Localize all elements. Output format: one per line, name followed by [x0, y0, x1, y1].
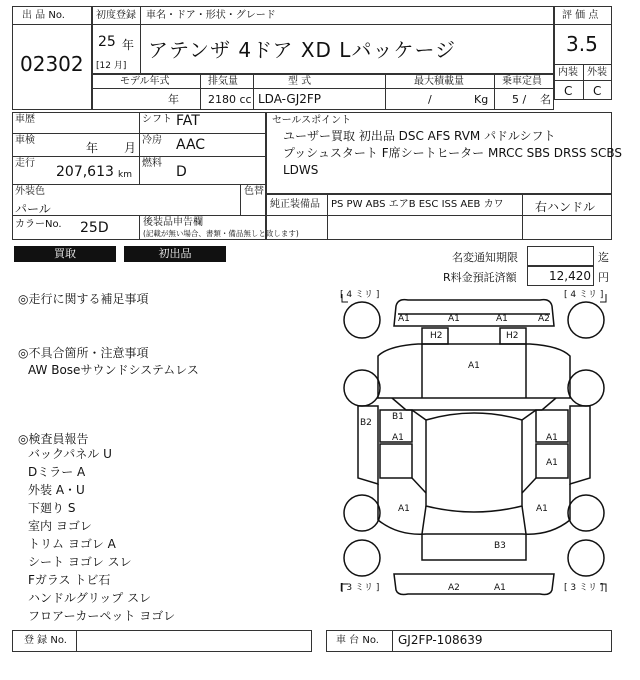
- lot-number: 02302: [20, 52, 84, 76]
- registration-year-unit: 年: [122, 38, 135, 52]
- model-type-value: LDA-GJ2FP: [258, 92, 322, 106]
- color-label: 外装色: [15, 186, 45, 197]
- car-name: アテンザ 4ドア XD Lパッケージ: [148, 38, 457, 62]
- inspector-item: 室内 ヨゴレ: [28, 519, 92, 533]
- registration-label: 登 録 No.: [24, 635, 67, 646]
- damage-mark: A1: [546, 433, 558, 443]
- inspector-item: トリム ヨゴレ A: [28, 537, 116, 551]
- damage-mark: B2: [360, 418, 372, 428]
- post-equip-label: 後装品申告欄: [143, 217, 203, 228]
- capacity-unit: 名: [540, 93, 551, 106]
- defect-text: AW Boseサウンドシステムレス: [28, 363, 199, 377]
- max-load-label: 最大積載量: [414, 76, 464, 87]
- ac-label: 冷房: [142, 135, 162, 146]
- mileage-unit: km: [118, 170, 132, 180]
- exterior-label: 外装: [587, 67, 607, 78]
- sales-line-3: LDWS: [283, 163, 319, 177]
- inspector-item: 下廻り S: [28, 501, 76, 515]
- damage-mark: A1: [448, 314, 460, 324]
- model-type-label: 型 式: [288, 76, 312, 87]
- interior-label: 内装: [558, 67, 578, 78]
- first-listing-tag: 初出品: [124, 246, 226, 262]
- chassis-value: GJ2FP-108639: [398, 633, 483, 647]
- capacity-value: 5 /: [512, 93, 527, 106]
- grade-label: 評 価 点: [562, 10, 599, 21]
- damage-mark: A1: [392, 433, 404, 443]
- inspection-month: 月: [124, 141, 137, 155]
- buy-tag: 買取: [14, 246, 116, 262]
- damage-mark: A1: [398, 314, 410, 324]
- model-year-unit: 年: [168, 93, 179, 106]
- damage-mark: A1: [496, 314, 508, 324]
- damage-mark: A1: [546, 458, 558, 468]
- first-registration-label: 初度登録: [96, 10, 136, 21]
- recycle-value: 12,420: [549, 269, 591, 283]
- genuine-label: 純正装備品: [270, 199, 320, 210]
- damage-mark: A1: [468, 361, 480, 371]
- displacement-label: 排気量: [208, 76, 238, 87]
- sales-line-2: プッシュスタート F席シートヒーター MRCC SBS DRSS SCBS: [283, 146, 622, 160]
- shift-label: シフト: [142, 114, 172, 125]
- capacity-label: 乗車定員: [502, 76, 542, 87]
- supplement-title: ◎走行に関する補足事項: [18, 292, 149, 306]
- recycle-unit: 円: [598, 271, 609, 284]
- inspector-title: ◎検査員報告: [18, 432, 89, 446]
- displacement-value: 2180 cc: [208, 93, 252, 106]
- inspection-year: 年: [86, 141, 99, 155]
- ac-value: AAC: [176, 137, 206, 153]
- history-label: 車歴: [15, 114, 35, 125]
- sales-line-1: ユーザー買取 初出品 DSC AFS RVM パドルシフト: [283, 129, 556, 143]
- deadline-value-box: [527, 246, 594, 266]
- max-load-slash: /: [428, 93, 432, 106]
- registration-year: 25: [98, 34, 116, 50]
- mileage-value: 207,613: [56, 164, 114, 180]
- tire-front-left-depth: [ 4 ミリ ]: [340, 290, 380, 300]
- damage-mark: H2: [430, 331, 443, 341]
- recycle-label: R料金預託済額: [443, 271, 517, 284]
- fuel-label: 燃料: [142, 158, 162, 169]
- inspector-item: バックパネル U: [28, 447, 112, 461]
- max-load-unit: Kg: [474, 93, 489, 106]
- damage-mark: H2: [506, 331, 519, 341]
- shift-value: FAT: [176, 113, 200, 129]
- damage-mark: B1: [392, 412, 404, 422]
- damage-mark: B3: [494, 541, 506, 551]
- deadline-unit: 迄: [598, 251, 609, 264]
- damage-mark: A2: [538, 314, 550, 324]
- grade-value: 3.5: [566, 32, 598, 56]
- handle-side: 右ハンドル: [535, 200, 596, 214]
- damage-mark: A1: [536, 504, 548, 514]
- model-year-label: モデル年式: [120, 76, 170, 87]
- tire-front-right-depth: [ 4 ミリ ]: [564, 290, 604, 300]
- fuel-value: D: [176, 164, 187, 180]
- registration-month: [12 月]: [96, 61, 127, 71]
- genuine-equipment: PS PW ABS エアB ESC ISS AEB カワ: [331, 199, 504, 210]
- damage-mark: A2: [448, 583, 460, 593]
- car-name-label: 車名・ドア・形状・グレード: [146, 10, 276, 21]
- inspector-item: 外装 A・U: [28, 483, 85, 497]
- color-no-label: カラーNo.: [15, 219, 62, 230]
- deadline-label: 名変通知期限: [452, 251, 518, 264]
- damage-mark: A1: [398, 504, 410, 514]
- lot-label: 出 品 No.: [22, 10, 65, 21]
- inspector-item: ハンドルグリップ スレ: [28, 591, 152, 605]
- damage-mark: A1: [494, 583, 506, 593]
- tire-rear-left-depth: [ 3 ミリ ]: [340, 583, 380, 593]
- color-value: パール: [15, 202, 51, 216]
- exterior-grade: C: [593, 84, 602, 98]
- interior-grade: C: [564, 84, 573, 98]
- inspector-item: Fガラス トビ石: [28, 573, 111, 587]
- mileage-label: 走行: [15, 158, 35, 169]
- defect-title: ◎不具合箇所・注意事項: [18, 346, 149, 360]
- color-no-value: 25D: [80, 220, 109, 236]
- inspection-label: 車検: [15, 135, 35, 146]
- sales-label: セールスポイント: [272, 115, 352, 126]
- inspector-item: シート ヨゴレ スレ: [28, 555, 132, 569]
- car-diagram: [338, 288, 610, 598]
- color-change-label: 色替: [244, 186, 264, 197]
- post-equip-note: (記載が無い場合、書類・備品無しと致します): [143, 229, 299, 238]
- tire-rear-right-depth: [ 3 ミリ ]: [564, 583, 604, 593]
- chassis-label: 車 台 No.: [336, 635, 379, 646]
- inspector-item: Dミラー A: [28, 465, 86, 479]
- inspector-item: フロアーカーペット ヨゴレ: [28, 609, 176, 623]
